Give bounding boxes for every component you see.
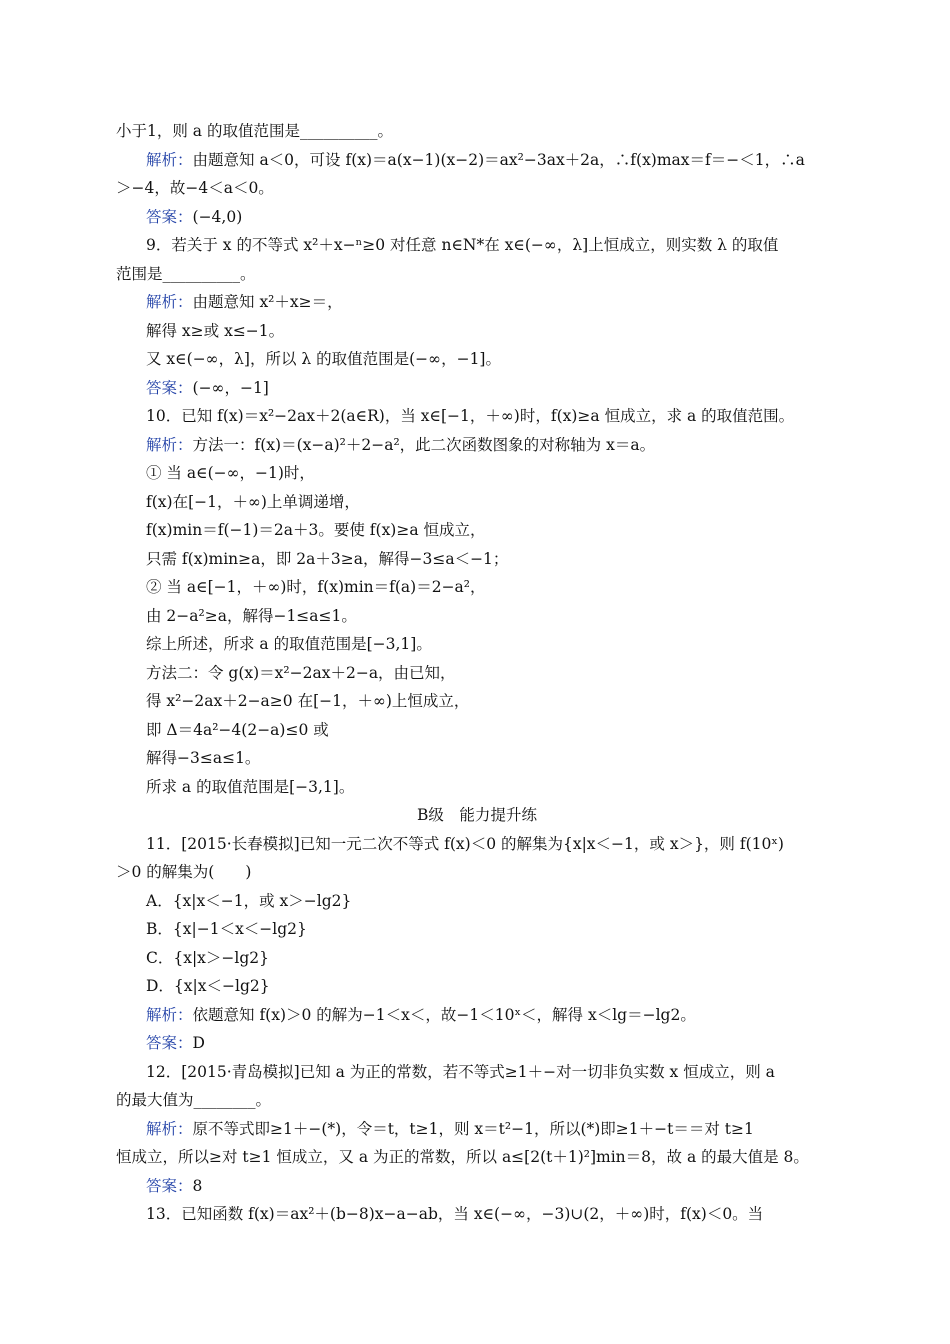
text-line bbox=[116, 573, 838, 602]
line-text: 的最大值为________。 bbox=[116, 1091, 272, 1109]
text-line bbox=[116, 516, 838, 545]
text-line bbox=[116, 887, 838, 916]
line-text: 恒成立，所以≥对 t≥1 恒成立，又 a 为正的常数，所以 a≤[2(t＋1)²]min＝8，故 a 的最大值是 8。 bbox=[116, 1148, 809, 1166]
text-line bbox=[116, 146, 838, 175]
text-line bbox=[116, 1172, 838, 1201]
line-text: 8 bbox=[192, 1176, 203, 1195]
line-text: 解得−3≤a≤1。 bbox=[146, 749, 261, 767]
text-line bbox=[116, 1001, 838, 1030]
line-text: 又 x∈(−∞，λ]，所以 λ 的取值范围是(−∞，−1]。 bbox=[146, 350, 501, 368]
line-text: 即 Δ＝4a²−4(2−a)≤0 或 bbox=[146, 720, 329, 739]
line-text: (−4,0) bbox=[192, 207, 243, 226]
line-text: (−∞，−1] bbox=[192, 378, 269, 397]
analysis-label: 解析： bbox=[146, 1005, 193, 1024]
line-text: 13．已知函数 f(x)＝ax²＋(b−8)x−a−ab，当 x∈(−∞，−3)∪(2，＋∞)时，f(x)＜0。当 bbox=[146, 1205, 764, 1223]
line-text: 只需 f(x)min≥a，即 2a＋3≥a，解得−3≤a＜−1； bbox=[146, 549, 509, 568]
answer-label: 答案： bbox=[146, 1176, 193, 1195]
line-text: ＞0 的解集为( ) bbox=[116, 863, 252, 881]
text-line bbox=[116, 203, 838, 232]
text-line bbox=[116, 545, 838, 574]
text-line bbox=[116, 687, 838, 716]
text-line bbox=[116, 716, 838, 745]
text-line bbox=[116, 459, 838, 488]
line-text: ＞−4，故−4＜a＜0。 bbox=[116, 179, 274, 197]
text-line bbox=[116, 773, 838, 802]
text-line bbox=[116, 944, 838, 973]
text-line bbox=[116, 602, 838, 631]
text-line bbox=[116, 1086, 838, 1115]
analysis-label: 解析： bbox=[146, 435, 193, 454]
answer-label: 答案： bbox=[146, 378, 193, 397]
line-text: 由题意知 a＜0，可设 f(x)＝a(x−1)(x−2)＝ax²−3ax＋2a，∴f(x)max＝f＝−＜1，∴a bbox=[192, 150, 805, 169]
text-line bbox=[116, 117, 838, 146]
text-line bbox=[116, 830, 838, 859]
text-line bbox=[116, 659, 838, 688]
line-text: C．{x|x＞−lg2} bbox=[146, 948, 270, 967]
line-text: 9．若关于 x 的不等式 x²＋x−ⁿ≥0 对任意 n∈N*在 x∈(−∞，λ]上恒成立，则实数 λ 的取值 bbox=[146, 236, 779, 254]
document-body bbox=[116, 117, 838, 1229]
text-line bbox=[116, 374, 838, 403]
line-text: ② 当 a∈[−1，＋∞)时，f(x)min＝f(a)＝2−a²， bbox=[146, 578, 486, 596]
line-text: B．{x|−1＜x＜−lg2} bbox=[146, 920, 307, 938]
line-text: B级 能力提升练 bbox=[417, 806, 537, 824]
line-text: 11．[2015·长春模拟]已知一元二次不等式 f(x)＜0 的解集为{x|x＜−1，或 x＞}，则 f(10ˣ) bbox=[146, 834, 784, 853]
line-text: 小于1，则 a 的取值范围是__________。 bbox=[116, 122, 393, 140]
text-line bbox=[116, 1143, 838, 1172]
text-line bbox=[116, 858, 838, 887]
line-text: 所求 a 的取值范围是[−3,1]。 bbox=[146, 777, 355, 796]
line-text: 方法二：令 g(x)＝x²−2ax＋2−a，由已知， bbox=[146, 663, 456, 682]
text-line bbox=[116, 1115, 838, 1144]
answer-label: 答案： bbox=[146, 1034, 193, 1052]
text-line bbox=[116, 431, 838, 460]
line-text: 由 2−a²≥a，解得−1≤a≤1。 bbox=[146, 606, 357, 625]
text-line bbox=[116, 1029, 838, 1058]
text-line bbox=[116, 402, 838, 431]
line-text: D bbox=[192, 1034, 205, 1052]
text-line bbox=[116, 288, 838, 317]
section-heading bbox=[116, 801, 838, 830]
line-text: D．{x|x＜−lg2} bbox=[146, 977, 270, 995]
line-text: 方法一：f(x)＝(x−a)²＋2−a²，此二次函数图象的对称轴为 x＝a。 bbox=[192, 435, 656, 454]
line-text: 依题意知 f(x)＞0 的解为−1＜x＜，故−1＜10ˣ＜，解得 x＜lg＝−lg2。 bbox=[192, 1005, 696, 1024]
line-text: 12．[2015·青岛模拟]已知 a 为正的常数，若不等式≥1＋−对一切非负实数 x 恒成立，则 a bbox=[146, 1062, 775, 1081]
line-text: 得 x²−2ax＋2−a≥0 在[−1，＋∞)上恒成立， bbox=[146, 692, 470, 710]
answer-label: 答案： bbox=[146, 207, 193, 226]
line-text: 综上所述，所求 a 的取值范围是[−3,1]。 bbox=[146, 635, 432, 653]
line-text: f(x)min＝f(−1)＝2a＋3。要使 f(x)≥a 恒成立， bbox=[146, 521, 486, 539]
text-line bbox=[116, 915, 838, 944]
line-text: 由题意知 x²＋x≥＝， bbox=[192, 293, 343, 311]
text-line bbox=[116, 317, 838, 346]
line-text: 解得 x≥或 x≤−1。 bbox=[146, 321, 285, 340]
text-line bbox=[116, 260, 838, 289]
line-text: 范围是__________。 bbox=[116, 264, 256, 283]
text-line bbox=[116, 345, 838, 374]
line-text: A．{x|x＜−1，或 x＞−lg2} bbox=[146, 891, 352, 910]
text-line bbox=[116, 1058, 838, 1087]
text-line bbox=[116, 630, 838, 659]
line-text: 10．已知 f(x)＝x²−2ax＋2(a∈R)，当 x∈[−1，＋∞)时，f(x)≥a 恒成立，求 a 的取值范围。 bbox=[146, 407, 795, 425]
line-text: 原不等式即≥1＋−(*)，令＝t，t≥1，则 x＝t²−1，所以(*)即≥1＋−t＝＝对 t≥1 bbox=[192, 1119, 754, 1138]
text-line bbox=[116, 744, 838, 773]
line-text: ① 当 a∈(−∞，−1)时， bbox=[146, 464, 315, 482]
text-line bbox=[116, 231, 838, 260]
text-line bbox=[116, 1200, 838, 1229]
text-line bbox=[116, 972, 838, 1001]
analysis-label: 解析： bbox=[146, 293, 193, 311]
analysis-label: 解析： bbox=[146, 1119, 193, 1138]
text-line bbox=[116, 174, 838, 203]
line-text: f(x)在[−1，＋∞)上单调递增， bbox=[146, 492, 360, 511]
analysis-label: 解析： bbox=[146, 150, 193, 169]
text-line bbox=[116, 488, 838, 517]
